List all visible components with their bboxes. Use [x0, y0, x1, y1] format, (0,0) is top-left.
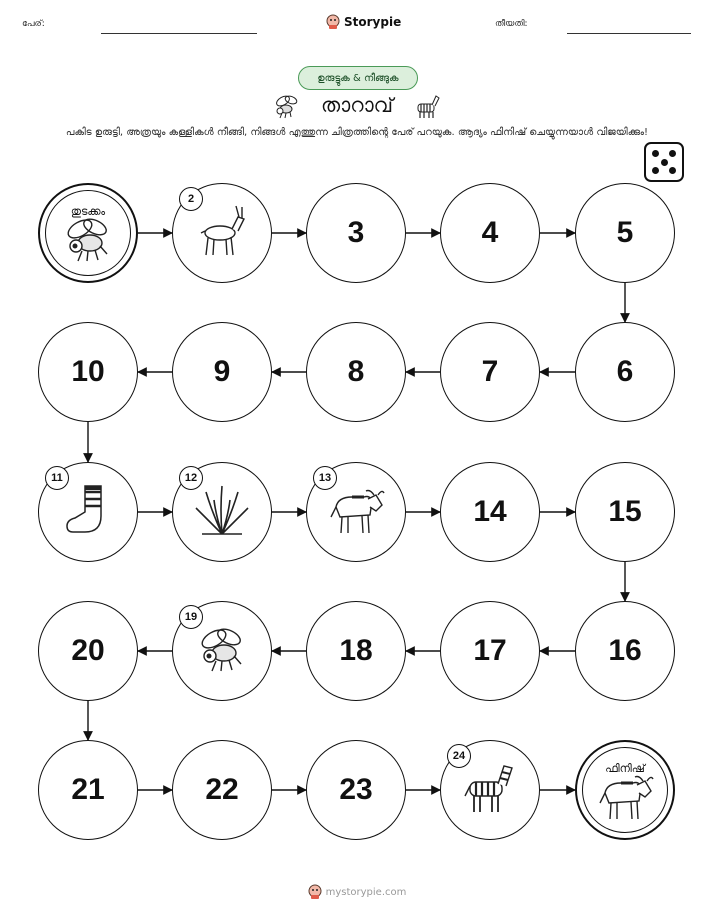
space-number: 5: [616, 216, 634, 249]
board-space-17: [440, 601, 540, 701]
space-number: 20: [71, 634, 105, 667]
board-space-9: [172, 322, 272, 422]
space-number-badge: 13: [313, 466, 337, 490]
board-space-22: [172, 740, 272, 840]
board-space-13: [306, 462, 406, 562]
space-number: 14: [473, 495, 507, 528]
space-number: 6: [616, 355, 634, 388]
board-space-12: [172, 462, 272, 562]
footer-url: mystorypie.com: [325, 886, 407, 898]
board-space-16: [575, 601, 675, 701]
space-number: 4: [481, 216, 499, 249]
space-number-badge: 12: [179, 466, 203, 490]
name-label: പേര്:: [22, 19, 45, 29]
instructions-text: പകിട ഉരുട്ടി, അത്രയും കള്ളികൾ നീങ്ങി, നിങ്ങൾ എത്തുന്ന ചിത്രത്തിന്റെ പേര് പറയുക. ആദ്യം ഫിനിഷ് ചെയ്യുന്നയാൾ വിജയിക്കും!: [65, 127, 649, 138]
space-number: 10: [71, 355, 105, 388]
board-space-23: [306, 740, 406, 840]
board-space-10: [38, 322, 138, 422]
fly-icon: [194, 623, 250, 679]
space-number-badge: 24: [447, 744, 471, 768]
space-number: 15: [608, 495, 642, 528]
space-number-badge: 11: [45, 466, 69, 490]
mode-badge: ഉരുട്ടുക & നീങ്ങുക: [298, 66, 418, 90]
space-number: 22: [205, 773, 239, 806]
mascot-icon: [308, 884, 322, 900]
space-number: 3: [347, 216, 365, 249]
board-space-6: [575, 322, 675, 422]
wildebeest-icon: [595, 769, 655, 827]
space-number-badge: 2: [179, 187, 203, 211]
board-space-14: [440, 462, 540, 562]
board-space-20: [38, 601, 138, 701]
space-number: 16: [608, 634, 642, 667]
space-number: 9: [213, 355, 231, 388]
gazelle-icon: [192, 203, 252, 263]
fly-icon: [60, 213, 116, 269]
board-space-18: [306, 601, 406, 701]
board-space-5: [575, 183, 675, 283]
footer: [0, 884, 714, 900]
space-number-badge: 19: [179, 605, 203, 629]
game-title: താറാവ്: [321, 93, 393, 117]
finish-label: ഫിനിഷ്: [605, 762, 645, 775]
date-label: തീയതി:: [495, 19, 528, 29]
space-number: 7: [481, 355, 499, 388]
board-space-21: [38, 740, 138, 840]
start-space: [38, 183, 138, 283]
space-number: 23: [339, 773, 373, 806]
start-label: തുടക്കം: [70, 205, 106, 218]
sock-icon: [63, 482, 113, 542]
space-number: 21: [71, 773, 105, 806]
zebra-icon: [462, 760, 518, 820]
grass-icon: [192, 482, 252, 542]
space-number: 18: [339, 634, 373, 667]
finish-space: [575, 740, 675, 840]
wildebeest-icon: [326, 483, 386, 541]
brand-name: Storypie: [344, 15, 402, 29]
board-space-11: [38, 462, 138, 562]
board-space-3: [306, 183, 406, 283]
board-space-19: [172, 601, 272, 701]
board-space-7: [440, 322, 540, 422]
space-number: 8: [347, 355, 365, 388]
space-number: 17: [473, 634, 507, 667]
board-space-2: [172, 183, 272, 283]
board-space-8: [306, 322, 406, 422]
board-space-4: [440, 183, 540, 283]
board-space-24: [440, 740, 540, 840]
board-space-15: [575, 462, 675, 562]
